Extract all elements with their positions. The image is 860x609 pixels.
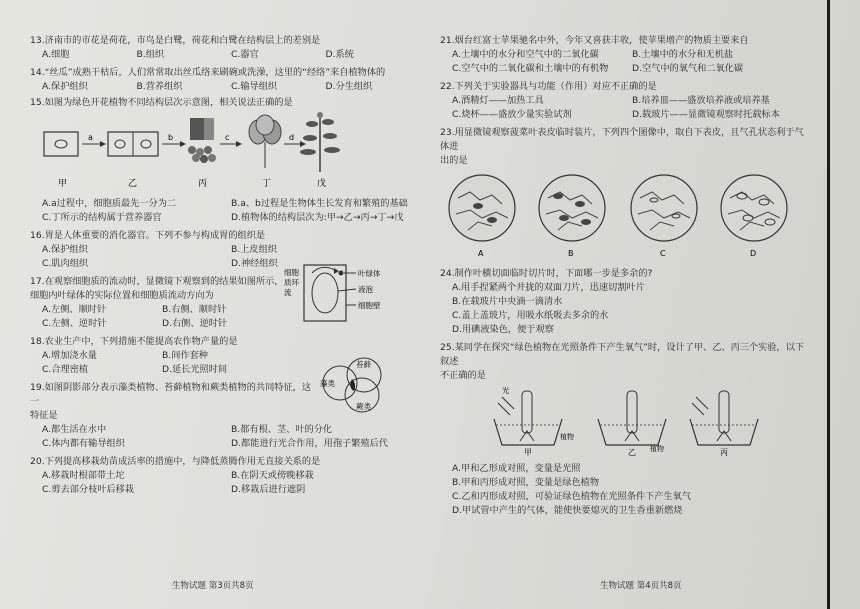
option: D.甲试管中产生的气体，能使快要熄灭的卫生香重新燃烧: [452, 505, 683, 516]
plant-wu: [300, 112, 340, 172]
option: B.右侧、顺时针: [162, 304, 227, 315]
option: A.都生活在水中: [42, 424, 107, 435]
option: A.保护组织: [42, 244, 88, 255]
epidermis-image-b: [539, 175, 605, 241]
option: D.用碘液染色，便于观察: [452, 324, 554, 335]
plant-label: 植物: [560, 433, 574, 441]
option: A.用手捏紧两个并拢的双面刀片，迅速切割叶片: [452, 282, 645, 293]
option: C.输导组织: [231, 81, 278, 92]
options: [22, 423, 420, 437]
setup-label-yi: 乙: [628, 448, 636, 457]
option: C.左侧、逆时针: [42, 318, 107, 329]
setup-label-bing: 丙: [720, 448, 728, 457]
left-column: [22, 34, 420, 497]
options: [432, 48, 812, 62]
oxygen-experiment-diagram: [432, 383, 804, 457]
option: D.空气中的氧气和二氧化碳: [632, 63, 744, 74]
options: [22, 437, 420, 451]
options: [22, 197, 420, 211]
question-stem: 出的是: [440, 155, 468, 166]
option: B.a、b过程是生物体生长发育和繁殖的基础: [231, 198, 408, 209]
cell-jia: [44, 132, 78, 156]
venn-diagram: [310, 357, 400, 417]
chloroplast-label: 叶绿体: [358, 269, 381, 278]
plant-label: 植物: [650, 445, 664, 453]
option: C.烧杯——盛放少量实验试剂: [452, 109, 572, 120]
venn-label-algae: 藻类: [320, 379, 335, 388]
venn-label-moss: 苔藓: [356, 360, 371, 369]
question-stem: 20.下列提高移栽幼苗成活率的措施中，与降低蒸腾作用无直接关系的是: [30, 456, 321, 467]
question-stem: 18.农业生产中，下列措施不能提高农作物产量的是: [30, 336, 238, 347]
light-label: 光: [502, 386, 510, 395]
option: A.土壤中的水分和空气中的二氧化碳: [452, 49, 599, 60]
option: B.营养组织: [136, 81, 183, 92]
cell-wall-label: 细胞壁: [358, 301, 381, 310]
options: [22, 349, 282, 363]
option: D.载玻片——显微镜观察时托载标本: [632, 109, 780, 120]
image-label-c: C: [660, 249, 666, 258]
options: [22, 211, 420, 225]
question-stem: 23.用显微镜观察菠菜叶表皮临时装片，下列四个图像中，取自下表皮，且气孔状态利于气体进: [440, 127, 804, 152]
label-yi: 乙: [128, 179, 138, 189]
cytoplasm-flow-diagram: [284, 261, 394, 327]
options: [22, 48, 420, 62]
question-stem: 15.如图为绿色开花植物不同结构层次示意图，相关说法正确的是: [30, 97, 293, 108]
page-edge-line: [827, 0, 830, 609]
question-stem: 19.如图阴影部分表示藻类植物、苔藓植物和蕨类植物的共同特征，这一: [30, 382, 312, 407]
question-stem: 17.在观察细胞质的流动时，显微镜下观察到的结果如图所示，: [30, 276, 284, 287]
question-stem: 16.胃是人体重要的消化器官。下列不参与构成胃的组织是: [30, 230, 266, 241]
question-14: [22, 66, 420, 94]
question-23: [432, 126, 812, 265]
options: [22, 483, 420, 497]
cells-yi: [108, 132, 158, 156]
option: C.盖上盖玻片，用吸水纸吸去多余的水: [452, 310, 609, 321]
question-25: [432, 341, 812, 518]
question-24: [432, 267, 812, 337]
options: [22, 317, 282, 331]
option: C.肌肉组织: [42, 258, 89, 269]
label-jia: 甲: [58, 179, 68, 189]
options: [22, 469, 420, 483]
flow-label: 细胞质环流: [284, 268, 299, 297]
label-ding: 丁: [262, 179, 272, 189]
right-column: [432, 34, 812, 518]
options: [22, 80, 420, 94]
setup-label-jia: 甲: [524, 448, 532, 457]
question-22: [432, 80, 812, 122]
arrow-label: c: [225, 133, 230, 142]
question-stem: 21.烟台红富士苹果驰名中外，今年又喜获丰收，使苹果增产的物质主要来自: [440, 35, 749, 46]
options: [432, 108, 812, 122]
page-footer-right: 生物试题 第4页共8页: [600, 581, 682, 591]
options: [22, 243, 420, 257]
option: A.a过程中，细胞质最先一分为二: [42, 198, 177, 209]
epidermis-image-a: [449, 175, 515, 241]
question-stem: 不正确的是: [440, 370, 486, 381]
option: B.在阴天或傍晚移栽: [231, 470, 314, 481]
option: D.系统: [325, 49, 354, 60]
setup-jia: [494, 385, 574, 457]
option: A.左侧、顺时针: [42, 304, 107, 315]
option: C.丁所示的结构属于营养器官: [42, 212, 162, 223]
image-label-b: B: [568, 249, 574, 258]
option: D.植物体的结构层次为:甲→乙→丙→丁→戊: [231, 212, 404, 223]
plant-structure-diagram: [22, 110, 412, 192]
question-stem: 24.制作叶横切面临时切片时，下面哪一步是多余的?: [440, 268, 653, 279]
options: [432, 62, 812, 76]
question-stem: 25.某同学在探究“绿色植物在光照条件下产生氧气”时，设计了甲、乙、丙三个实验，以下叙述: [440, 342, 805, 367]
question-stem: 22.下列关于实验器具与功能（作用）对应不正确的是: [440, 81, 657, 92]
epidermis-image-c: [631, 175, 697, 241]
image-label-d: D: [750, 249, 757, 258]
option: D.延长光照时间: [162, 364, 228, 375]
option: A.增加浇水量: [42, 350, 97, 361]
option: A.保护组织: [42, 81, 88, 92]
option: D.分生组织: [325, 81, 373, 92]
flower-ding: [249, 115, 281, 168]
question-stem: 细胞内叶绿体的实际位置和细胞质流动方向为: [30, 290, 214, 301]
venn-label-fern: 蕨类: [356, 402, 371, 411]
option: A.酒精灯——加热工具: [452, 95, 544, 106]
setup-yi: [598, 391, 666, 457]
option: D.都能进行光合作用，用孢子繁殖后代: [231, 438, 388, 449]
option: C.剪去部分枝叶后移栽: [42, 484, 135, 495]
arrow-label: a: [88, 133, 93, 142]
options: [22, 363, 282, 377]
option: B.间作套种: [162, 350, 208, 361]
options: [22, 303, 282, 317]
option: D.移栽后进行遮阴: [231, 484, 306, 495]
option: B.上皮组织: [231, 244, 277, 255]
option: B.在载玻片中央滴一滴清水: [452, 296, 563, 307]
question-stem: 特征是: [30, 410, 58, 421]
setup-bing: [690, 391, 758, 457]
image-label-a: A: [478, 249, 484, 258]
option: C.空气中的二氧化碳和土壤中的有机物: [452, 63, 609, 74]
tissue-bing: [188, 118, 216, 163]
option: B.甲和丙形成对照，变量是绿色植物: [452, 477, 600, 488]
question-13: [22, 34, 420, 62]
arrow-label: d: [289, 133, 295, 142]
question-21: [432, 34, 812, 76]
label-wu: 戊: [317, 179, 327, 189]
question-stem: 14.“丝瓜”成熟干枯后，人们常常取出丝瓜络来刷碗或洗澡，这里的“经络”来自植物体的: [30, 67, 386, 78]
page-footer-left: 生物试题 第3页共8页: [172, 581, 254, 591]
option: C.器官: [231, 49, 259, 60]
question-stem: 13.济南市的市花是荷花，市鸟是白鹭，荷花和白鹭在结构层上的差别是: [30, 35, 321, 46]
option: B.都有根、茎、叶的分化: [231, 424, 333, 435]
arrow-label: b: [168, 133, 174, 142]
option: D.神经组织: [231, 258, 278, 269]
option: C.合理密植: [42, 364, 89, 375]
option: B.组织: [136, 49, 165, 60]
question-15: [22, 96, 420, 225]
question-20: [22, 455, 420, 497]
question-17: [22, 268, 420, 331]
option: B.培养皿——盛放培养液或培养基: [632, 95, 770, 106]
label-bing: 丙: [198, 179, 208, 189]
leaf-epidermis-images: [432, 168, 804, 260]
options: [432, 94, 812, 108]
option: D.右侧、逆时针: [162, 318, 228, 329]
option: B.土壤中的水分和无机盐: [632, 49, 734, 60]
option: A.甲和乙形成对照，变量是光照: [452, 463, 581, 474]
option: A.细胞: [42, 49, 70, 60]
option: A.移栽时根部带土坨: [42, 470, 125, 481]
vacuole-label: 液泡: [358, 285, 373, 294]
option: C.体内都有输导组织: [42, 438, 125, 449]
option: C.乙和丙形成对照，可验证绿色植物在光照条件下产生氧气: [452, 491, 692, 502]
epidermis-image-d: [721, 175, 787, 241]
